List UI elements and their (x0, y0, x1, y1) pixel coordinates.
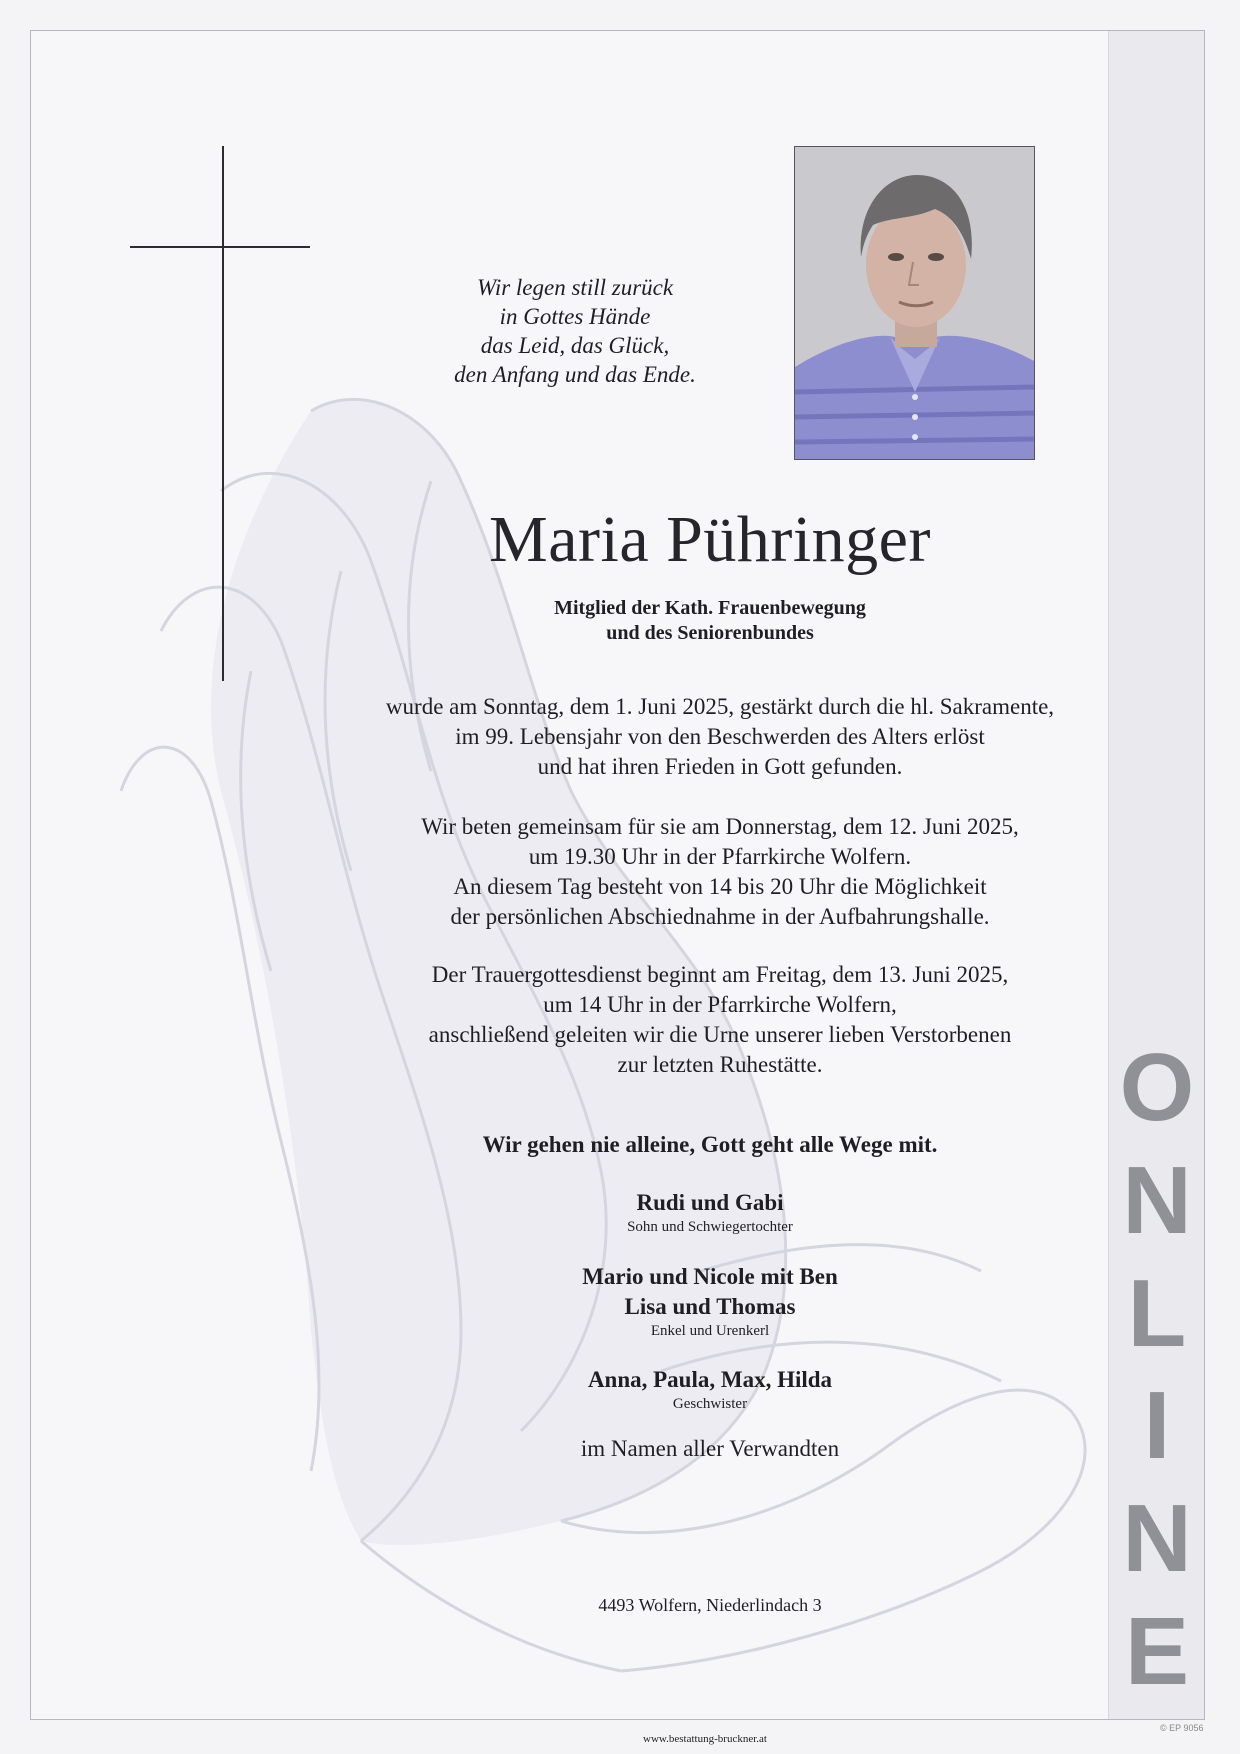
online-stamp (1112, 1034, 1202, 1705)
cross-icon (130, 146, 310, 681)
mourner-names: Rudi und Gabi (636, 1190, 784, 1215)
website-footer: www.bestattung-bruckner.at (643, 1733, 767, 1745)
stamp-letter: N (1122, 1485, 1192, 1593)
death-announcement (300, 692, 1140, 782)
stamp-letter: E (1124, 1597, 1190, 1705)
mourner-group (440, 1365, 980, 1413)
verse-line: in Gottes Hände (499, 304, 651, 329)
service-line: Der Trauergottesdienst beginnt am Freitag, dem 13. Juni 2025, (431, 962, 1009, 987)
funeral-service-info (300, 960, 1140, 1080)
closing-line: im Namen aller Verwandten (580, 1436, 840, 1461)
print-code: © EP 9056 (1160, 1723, 1204, 1733)
membership-line: Mitglied der Kath. Frauenbewegung (554, 597, 866, 619)
stamp-letter: I (1143, 1372, 1171, 1480)
prayer-line: der persönlichen Abschiednahme in der Aufbahrungshalle. (450, 904, 990, 929)
prayer-line: An diesem Tag besteht von 14 bis 20 Uhr die Möglichkeit (453, 874, 987, 899)
mourner-group (440, 1188, 980, 1236)
deceased-name: Maria Pühringer (489, 503, 931, 576)
motto: Wir gehen nie alleine, Gott geht alle Wege mit. (482, 1132, 938, 1157)
announcement-line: und hat ihren Frieden in Gott gefunden. (537, 754, 903, 779)
poem-verse (420, 273, 730, 389)
address: 4493 Wolfern, Niederlindach 3 (598, 1595, 822, 1615)
mourner-relation: Geschwister (672, 1396, 748, 1412)
prayer-line: um 19.30 Uhr in der Pfarrkirche Wolfern. (528, 844, 912, 869)
mourner-names: Lisa und Thomas (624, 1294, 796, 1319)
stamp-letter: N (1122, 1146, 1192, 1254)
membership-line: und des Seniorenbundes (606, 622, 814, 644)
prayer-line: Wir beten gemeinsam für sie am Donnerstag, dem 12. Juni 2025, (421, 814, 1019, 839)
stamp-letter: O (1119, 1034, 1195, 1141)
service-line: zur letzten Ruhestätte. (617, 1052, 823, 1077)
prayer-info (300, 812, 1140, 932)
verse-line: Wir legen still zurück (476, 275, 674, 300)
portrait-photo (794, 146, 1035, 460)
mourner-names: Anna, Paula, Max, Hilda (587, 1367, 833, 1392)
service-line: anschließend geleiten wir die Urne unserer lieben Verstorbenen (428, 1022, 1012, 1047)
mourner-names: Mario und Nicole mit Ben (582, 1264, 838, 1289)
verse-line: das Leid, das Glück, (480, 333, 670, 358)
membership-info (440, 596, 980, 646)
mourner-group (440, 1262, 980, 1340)
service-line: um 14 Uhr in der Pfarrkirche Wolfern, (543, 992, 897, 1017)
mourner-relation: Sohn und Schwiegertochter (627, 1219, 793, 1235)
announcement-line: im 99. Lebensjahr von den Beschwerden des Alters erlöst (455, 724, 985, 749)
verse-line: den Anfang und das Ende. (454, 362, 696, 387)
stamp-letter: L (1127, 1259, 1187, 1367)
announcement-line: wurde am Sonntag, dem 1. Juni 2025, gestärkt durch die hl. Sakramente, (385, 694, 1055, 719)
mourner-relation: Enkel und Urenkerl (650, 1323, 770, 1339)
